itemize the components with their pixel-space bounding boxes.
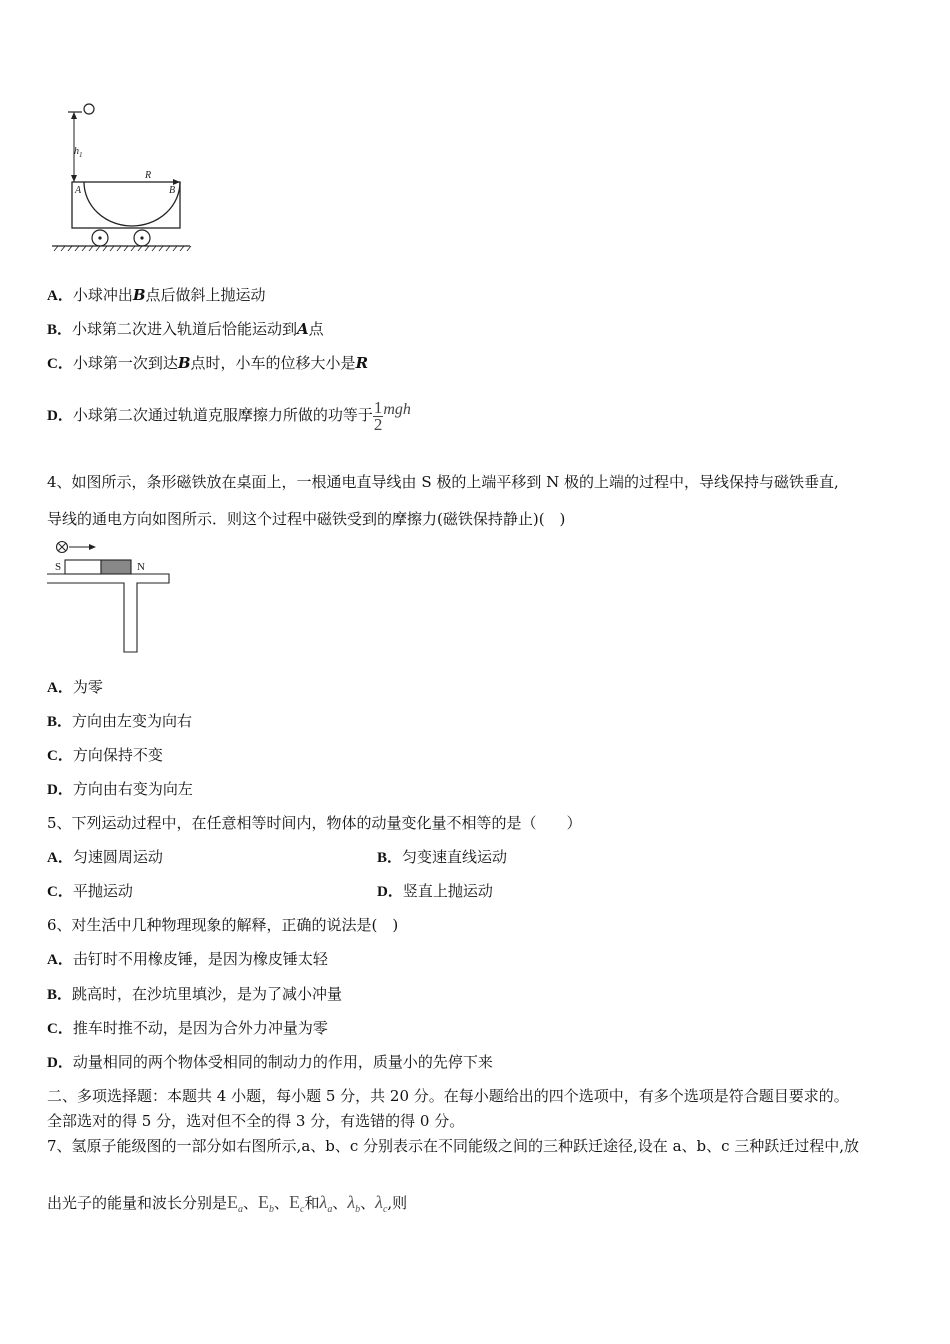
q6-option-d: D．动量相同的两个物体受相同的制动力的作用，质量小的先停下来	[47, 1053, 493, 1071]
q7-stem-line-2: 出光子的能量和波长分别是$E_a$、$E_b$、$E_c$和$\lambda_a$、$\lambda_b$、$\lambda_c$,则	[47, 1192, 408, 1215]
q4-stem-line-1: 4、如图所示，条形磁铁放在桌面上，一根通电直导线由 S 极的上端平移到 N 极的上端的过程中，导线保持与磁铁垂直,	[47, 473, 839, 491]
energy-b: $E_b$	[258, 1192, 275, 1215]
north-pole-label: N	[137, 561, 145, 573]
cart-body	[72, 182, 180, 228]
q6-option-a: A．击钉时不用橡皮锤，是因为橡皮锤太轻	[47, 950, 328, 968]
south-pole-label: S	[55, 561, 62, 573]
energy-a: $E_a$	[227, 1192, 244, 1215]
q4-stem-line-2: 导线的通电方向如图所示．则这个过程中磁铁受到的摩擦力(磁铁保持静止)( )	[47, 510, 566, 528]
option-label: C．	[47, 356, 73, 372]
q3-option-c: C．小球第一次到达B点时，小车的位移大小是R	[47, 354, 369, 372]
energy-c: $E_c$	[289, 1192, 305, 1215]
q5-option-b: B．匀变速直线运动	[377, 848, 508, 866]
table-outline	[47, 574, 169, 652]
option-label: A．	[47, 288, 73, 304]
radius-arrow-head	[173, 179, 180, 185]
cart-track-figure	[48, 98, 198, 258]
option-label: D．	[47, 408, 73, 424]
left-wheel-hub	[98, 236, 101, 239]
point-a-label: A	[75, 185, 82, 196]
wavelength-b: $\lambda_b$	[347, 1192, 361, 1215]
q5-stem: 5、下列运动过程中，在任意相等时间内，物体的动量变化量不相等的是（ ）	[47, 814, 582, 832]
point-b-label: B	[169, 185, 176, 196]
wavelength-a: $\lambda_a$	[319, 1192, 333, 1215]
wavelength-c: $\lambda_c$	[375, 1192, 388, 1215]
motion-arrow-head	[89, 544, 96, 550]
q5-option-d: D．竖直上抛运动	[377, 882, 493, 900]
semicircular-track	[84, 182, 180, 226]
fraction-one-half: $\frac{1}{2}$	[373, 397, 383, 434]
magnet-table-figure	[44, 538, 176, 656]
q4-option-c: C．方向保持不变	[47, 746, 163, 764]
magnet-north-half	[101, 560, 131, 574]
q6-stem: 6、对生活中几种物理现象的解释，正确的说法是( )	[47, 916, 399, 934]
q7-stem-line-1: 7、氢原子能级图的一部分如右图所示,a、b、c 分别表示在不同能级之间的三种跃迁途径,设在 a、b、c 三种跃迁过程中,放	[47, 1137, 860, 1155]
ground-hatching	[54, 246, 191, 251]
height-arrow-down	[71, 175, 77, 182]
q3-option-b: B．小球第二次进入轨道后恰能运动到A点	[47, 320, 324, 338]
q5-option-c: C．平抛运动	[47, 882, 133, 900]
q4-option-a: A．为零	[47, 678, 103, 696]
right-wheel-hub	[140, 236, 143, 239]
section2-heading-line-2: 全部选对的得 5 分，选对但不全的得 3 分，有选错的得 0 分。	[47, 1112, 465, 1130]
radius-label: R	[145, 170, 152, 181]
height-arrow-up	[71, 112, 77, 119]
q3-option-d: D．小球第二次通过轨道克服摩擦力所做的功等于 $\frac{1}{2}$ mgh	[47, 397, 411, 434]
q4-option-d: D．方向由右变为向左	[47, 780, 193, 798]
q4-option-b: B．方向由左变为向右	[47, 712, 193, 730]
magnet-south-half	[65, 560, 101, 574]
q6-option-c: C．推车时推不动，是因为合外力冲量为零	[47, 1019, 328, 1037]
option-label: B．	[47, 322, 73, 338]
q3-option-a: A．小球冲出B点后做斜上抛运动	[47, 286, 266, 304]
height-label: $h_1$	[74, 146, 83, 159]
q6-option-b: B．跳高时，在沙坑里填沙，是为了减小冲量	[47, 985, 343, 1003]
ball	[84, 104, 94, 114]
section2-heading-line-1: 二、多项选择题：本题共 4 小题，每小题 5 分，共 20 分。在每小题给出的四个选项中，有多个选项是符合题目要求的。	[47, 1087, 849, 1105]
q5-option-a: A．匀速圆周运动	[47, 848, 163, 866]
